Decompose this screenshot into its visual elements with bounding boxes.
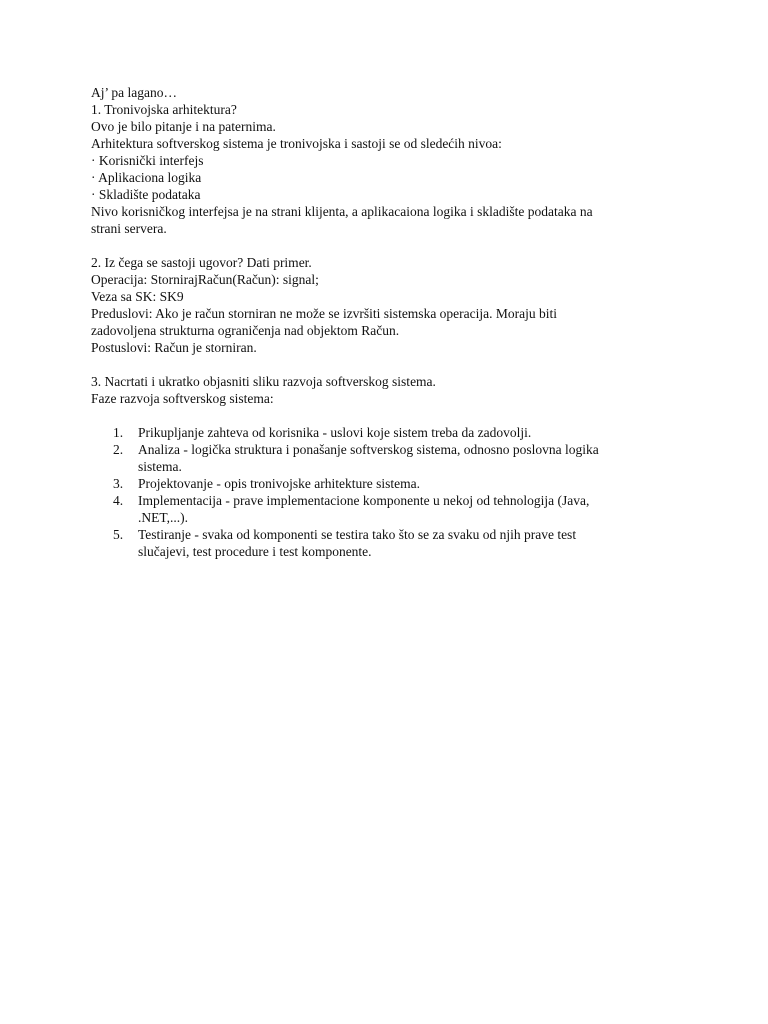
phase-text-line: sistema. xyxy=(138,459,182,474)
phase-text-line: Analiza - logička struktura i ponašanje softverskog sistema, odnosno poslovna logika xyxy=(138,442,599,457)
phase-number: 1. xyxy=(113,425,124,440)
q2-precondition-line: zadovoljena strukturna ograničenja nad objektom Račun. xyxy=(91,323,400,338)
phase-text-line: slučajevi, test procedure i test komponente. xyxy=(138,544,372,559)
q1-text-line: Ovo je bilo pitanje i na paternima. xyxy=(91,119,276,134)
phase-item xyxy=(91,441,681,475)
q1-text-line: Arhitektura softverskog sistema je tronivojska i sastoji se od sledećih nivoa: xyxy=(91,136,502,151)
q1-bullet-item: · Skladište podataka xyxy=(91,187,201,202)
q1-bullet-item: · Aplikaciona logika xyxy=(91,170,202,185)
q2-precondition-line: Preduslovi: Ako je račun storniran ne može se izvršiti sistemska operacija. Moraju biti xyxy=(91,306,558,321)
phase-text-line: .NET,...). xyxy=(138,510,188,525)
paragraph-spacer xyxy=(91,356,681,373)
q1-text-line: strani servera. xyxy=(91,221,167,236)
phase-number: 3. xyxy=(113,476,124,491)
phase-number: 4. xyxy=(113,493,124,508)
phase-text-line: Implementacija - prave implementacione komponente u nekoj od tehnologija (Java, xyxy=(138,493,590,508)
phase-number: 5. xyxy=(113,527,124,542)
phase-text-line: Projektovanje - opis tronivojske arhitekture sistema. xyxy=(138,476,420,491)
q3-subtitle: Faze razvoja softverskog sistema: xyxy=(91,391,274,406)
paragraph-spacer xyxy=(91,237,681,254)
paragraph-spacer xyxy=(91,407,681,424)
phase-item xyxy=(91,475,681,492)
phases-list xyxy=(91,424,681,560)
q2-postcondition-line: Postuslovi: Račun je storniran. xyxy=(91,340,257,355)
phase-item xyxy=(91,526,681,560)
phase-number: 2. xyxy=(113,442,124,457)
q2-relation-line: Veza sa SK: SK9 xyxy=(91,289,184,304)
document-body xyxy=(91,84,681,560)
q2-operation-line: Operacija: StornirajRačun(Račun): signal; xyxy=(91,272,319,287)
intro-line: Aj’ pa lagano… xyxy=(91,85,177,100)
phase-text-line: Testiranje - svaka od komponenti se testira tako što se za svaku od njih prave test xyxy=(138,527,577,542)
q3-title: 3. Nacrtati i ukratko objasniti sliku razvoja softverskog sistema. xyxy=(91,374,436,389)
q1-bullet-item: · Korisnički interfejs xyxy=(91,153,204,168)
phase-text-line: Prikupljanje zahteva od korisnika - uslovi koje sistem treba da zadovolji. xyxy=(138,425,532,440)
phase-item xyxy=(91,492,681,526)
q1-text-line: Nivo korisničkog interfejsa je na strani klijenta, a aplikacaiona logika i skladište podataka na xyxy=(91,204,593,219)
q2-title: 2. Iz čega se sastoji ugovor? Dati primer. xyxy=(91,255,312,270)
q1-title: 1. Tronivojska arhitektura? xyxy=(91,102,237,117)
phase-item xyxy=(91,424,681,441)
